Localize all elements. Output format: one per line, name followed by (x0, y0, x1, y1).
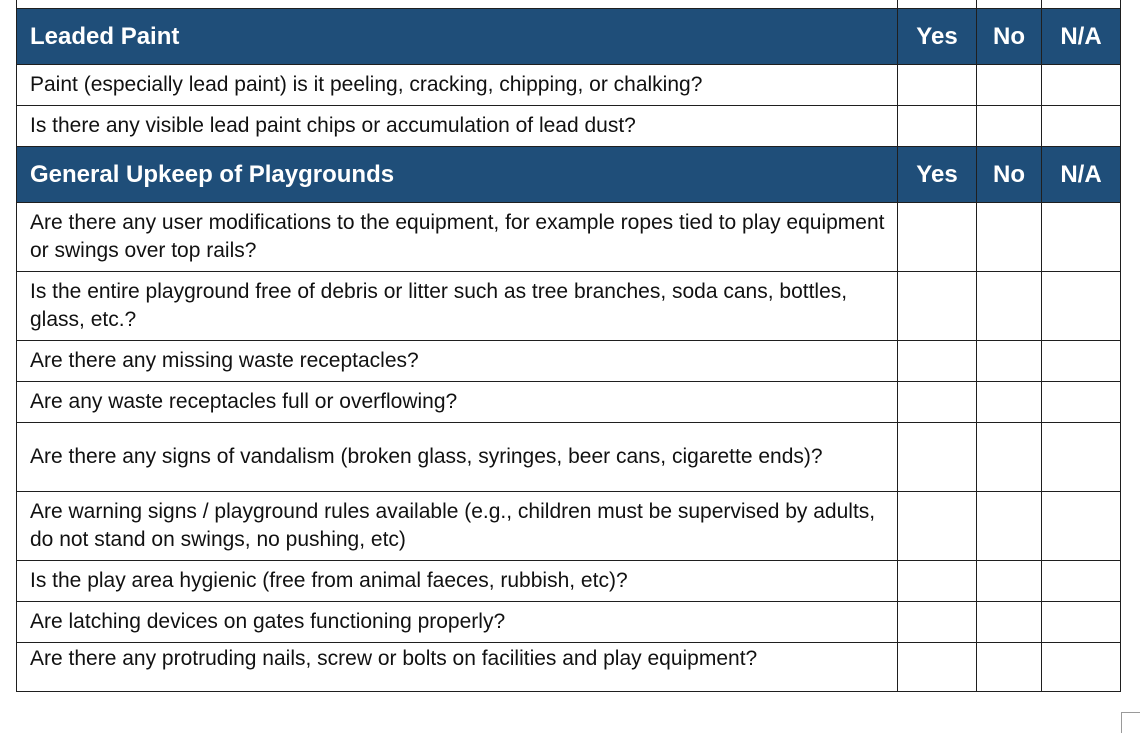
answer-cell-na[interactable] (1042, 203, 1121, 272)
answer-cell-na[interactable] (1042, 341, 1121, 382)
answer-cell-na[interactable] (1042, 382, 1121, 423)
section-title: Leaded Paint (17, 9, 898, 65)
stub-cell (17, 0, 898, 9)
question-text: Are warning signs / playground rules available (e.g., children must be supervised by adults, do not stand on swings, no pushing, etc) (17, 492, 898, 561)
answer-cell-na[interactable] (1042, 272, 1121, 341)
column-header-na: N/A (1042, 147, 1121, 203)
checklist-page (16, 0, 1120, 692)
answer-cell-no[interactable] (977, 423, 1042, 492)
playground-inspection-table (16, 0, 1121, 692)
question-text: Is there any visible lead paint chips or accumulation of lead dust? (17, 106, 898, 147)
answer-cell-yes[interactable] (898, 272, 977, 341)
question-text: Are there any signs of vandalism (broken glass, syringes, beer cans, cigarette ends)? (17, 423, 898, 492)
answer-cell-no[interactable] (977, 382, 1042, 423)
stub-cell (977, 0, 1042, 9)
answer-cell-no[interactable] (977, 106, 1042, 147)
stub-cell (898, 0, 977, 9)
answer-cell-yes[interactable] (898, 643, 977, 692)
previous-table-stub-row (17, 0, 1121, 9)
question-row (17, 341, 1121, 382)
question-row (17, 272, 1121, 341)
column-header-yes: Yes (898, 9, 977, 65)
section-title: General Upkeep of Playgrounds (17, 147, 898, 203)
question-row (17, 106, 1121, 147)
stub-cell (1042, 0, 1121, 9)
answer-cell-no[interactable] (977, 272, 1042, 341)
question-row (17, 643, 1121, 692)
answer-cell-yes[interactable] (898, 492, 977, 561)
answer-cell-no[interactable] (977, 203, 1042, 272)
answer-cell-no[interactable] (977, 492, 1042, 561)
question-row (17, 602, 1121, 643)
answer-cell-na[interactable] (1042, 643, 1121, 692)
answer-cell-no[interactable] (977, 643, 1042, 692)
question-row (17, 203, 1121, 272)
question-text: Are latching devices on gates functioning properly? (17, 602, 898, 643)
question-text: Are there any protruding nails, screw or bolts on facilities and play equipment? (17, 643, 898, 692)
answer-cell-yes[interactable] (898, 602, 977, 643)
answer-cell-yes[interactable] (898, 382, 977, 423)
answer-cell-yes[interactable] (898, 106, 977, 147)
column-header-no: No (977, 147, 1042, 203)
column-header-yes: Yes (898, 147, 977, 203)
question-text: Is the entire playground free of debris or litter such as tree branches, soda cans, bottles, glass, etc.? (17, 272, 898, 341)
question-row (17, 382, 1121, 423)
question-text: Paint (especially lead paint) is it peeling, cracking, chipping, or chalking? (17, 65, 898, 106)
section-header-general-upkeep (17, 147, 1121, 203)
answer-cell-no[interactable] (977, 341, 1042, 382)
question-text: Is the play area hygienic (free from animal faeces, rubbish, etc)? (17, 561, 898, 602)
answer-cell-no[interactable] (977, 561, 1042, 602)
answer-cell-yes[interactable] (898, 423, 977, 492)
answer-cell-no[interactable] (977, 65, 1042, 106)
answer-cell-yes[interactable] (898, 341, 977, 382)
answer-cell-na[interactable] (1042, 602, 1121, 643)
section-header-leaded-paint (17, 9, 1121, 65)
page-corner-mark (1121, 712, 1140, 733)
question-text: Are any waste receptacles full or overflowing? (17, 382, 898, 423)
answer-cell-na[interactable] (1042, 106, 1121, 147)
answer-cell-yes[interactable] (898, 65, 977, 106)
answer-cell-na[interactable] (1042, 492, 1121, 561)
question-row (17, 492, 1121, 561)
answer-cell-yes[interactable] (898, 561, 977, 602)
column-header-na: N/A (1042, 9, 1121, 65)
answer-cell-na[interactable] (1042, 65, 1121, 106)
answer-cell-no[interactable] (977, 602, 1042, 643)
question-row (17, 561, 1121, 602)
question-row (17, 423, 1121, 492)
question-row (17, 65, 1121, 106)
question-text: Are there any user modifications to the equipment, for example ropes tied to play equipment or swings over top rails? (17, 203, 898, 272)
answer-cell-na[interactable] (1042, 423, 1121, 492)
answer-cell-na[interactable] (1042, 561, 1121, 602)
column-header-no: No (977, 9, 1042, 65)
question-text: Are there any missing waste receptacles? (17, 341, 898, 382)
answer-cell-yes[interactable] (898, 203, 977, 272)
